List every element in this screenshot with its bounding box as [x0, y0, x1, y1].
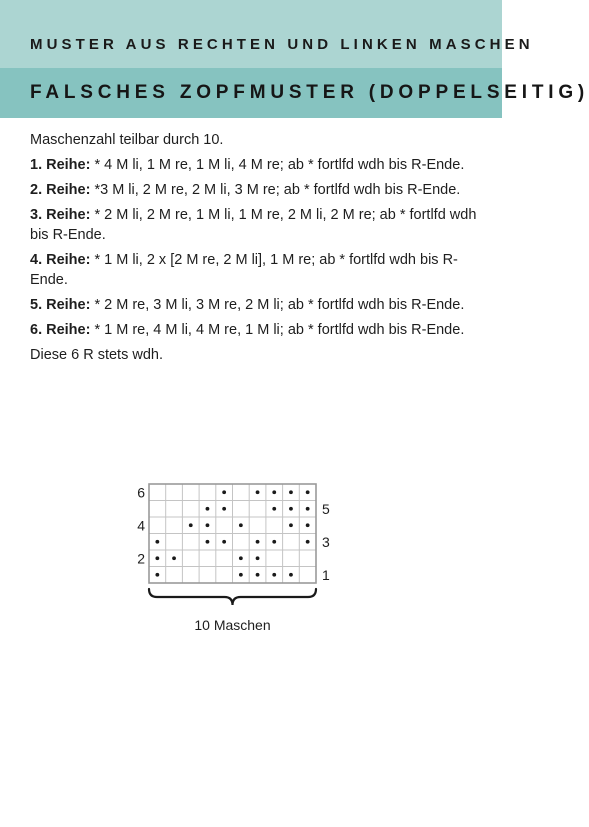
row-label: 2. Reihe:: [30, 182, 91, 198]
purl-dot: [206, 523, 210, 527]
width-brace: [149, 589, 316, 605]
row-label: 3. Reihe:: [30, 207, 91, 223]
purl-dot: [272, 540, 276, 544]
row-text: * 1 M li, 2 x [2 M re, 2 M li], 1 M re; ab * fortlfd wdh bis R-Ende.: [30, 252, 458, 288]
row-number-label: 5: [322, 500, 330, 517]
purl-dot: [189, 523, 193, 527]
category-label: MUSTER AUS RECHTEN UND LINKEN MASCHEN: [30, 36, 534, 53]
row-instruction-3: [30, 205, 480, 245]
row-instruction-2: [30, 180, 480, 200]
purl-dot: [306, 507, 310, 511]
page-title: FALSCHES ZOPFMUSTER (DOPPELSEITIG): [30, 82, 589, 103]
row-instruction-6: [30, 320, 480, 340]
purl-dot: [306, 523, 310, 527]
purl-dot: [239, 556, 243, 560]
stitch-chart: [0, 470, 502, 640]
repeat-note: Diese 6 R stets wdh.: [30, 347, 163, 363]
row-label: 4. Reihe:: [30, 252, 91, 268]
purl-dot: [256, 556, 260, 560]
row-label: 1. Reihe:: [30, 157, 91, 173]
row-label: 5. Reihe:: [30, 297, 91, 313]
row-text: * 2 M re, 3 M li, 3 M re, 2 M li; ab * fortlfd wdh bis R-Ende.: [90, 297, 465, 313]
purl-dot: [239, 523, 243, 527]
purl-dot: [206, 507, 210, 511]
row-label: 6. Reihe:: [30, 322, 91, 338]
purl-dot: [306, 490, 310, 494]
purl-dot: [239, 573, 243, 577]
purl-dot: [222, 507, 226, 511]
purl-dot: [289, 490, 293, 494]
purl-dot: [172, 556, 176, 560]
category-band: [0, 0, 534, 68]
purl-dot: [222, 490, 226, 494]
purl-dot: [272, 573, 276, 577]
purl-dot: [206, 540, 210, 544]
purl-dot: [306, 540, 310, 544]
title-band: [0, 68, 589, 118]
row-instruction-1: [30, 155, 480, 175]
row-text: * 1 M re, 4 M li, 4 M re, 1 M li; ab * fortlfd wdh bis R-Ende.: [90, 322, 465, 338]
purl-dot: [289, 523, 293, 527]
purl-dot: [155, 573, 159, 577]
row-number-label: 4: [137, 517, 145, 534]
purl-dot: [272, 507, 276, 511]
stitch-count: Maschenzahl teilbar durch 10.: [30, 132, 224, 148]
row-instruction-4: [30, 250, 480, 290]
purl-dot: [155, 540, 159, 544]
instructions: [30, 130, 480, 370]
purl-dot: [256, 573, 260, 577]
row-instruction-5: [30, 295, 480, 315]
chart-caption: 10 Maschen: [194, 617, 271, 633]
row-text: * 2 M li, 2 M re, 1 M li, 1 M re, 2 M li, 2 M re; ab * fortlfd wdh bis R-Ende.: [30, 207, 477, 243]
purl-dot: [272, 490, 276, 494]
purl-dot: [256, 490, 260, 494]
row-text: *3 M li, 2 M re, 2 M li, 3 M re; ab * fortlfd wdh bis R-Ende.: [90, 182, 461, 198]
purl-dot: [289, 573, 293, 577]
purl-dot: [256, 540, 260, 544]
row-number-label: 6: [137, 484, 145, 501]
purl-dot: [155, 556, 159, 560]
row-number-label: 3: [322, 533, 330, 550]
row-number-label: 1: [322, 566, 330, 583]
purl-dot: [222, 540, 226, 544]
row-text: * 4 M li, 1 M re, 1 M li, 4 M re; ab * fortlfd wdh bis R-Ende.: [90, 157, 465, 173]
row-number-label: 2: [137, 550, 145, 567]
purl-dot: [289, 507, 293, 511]
